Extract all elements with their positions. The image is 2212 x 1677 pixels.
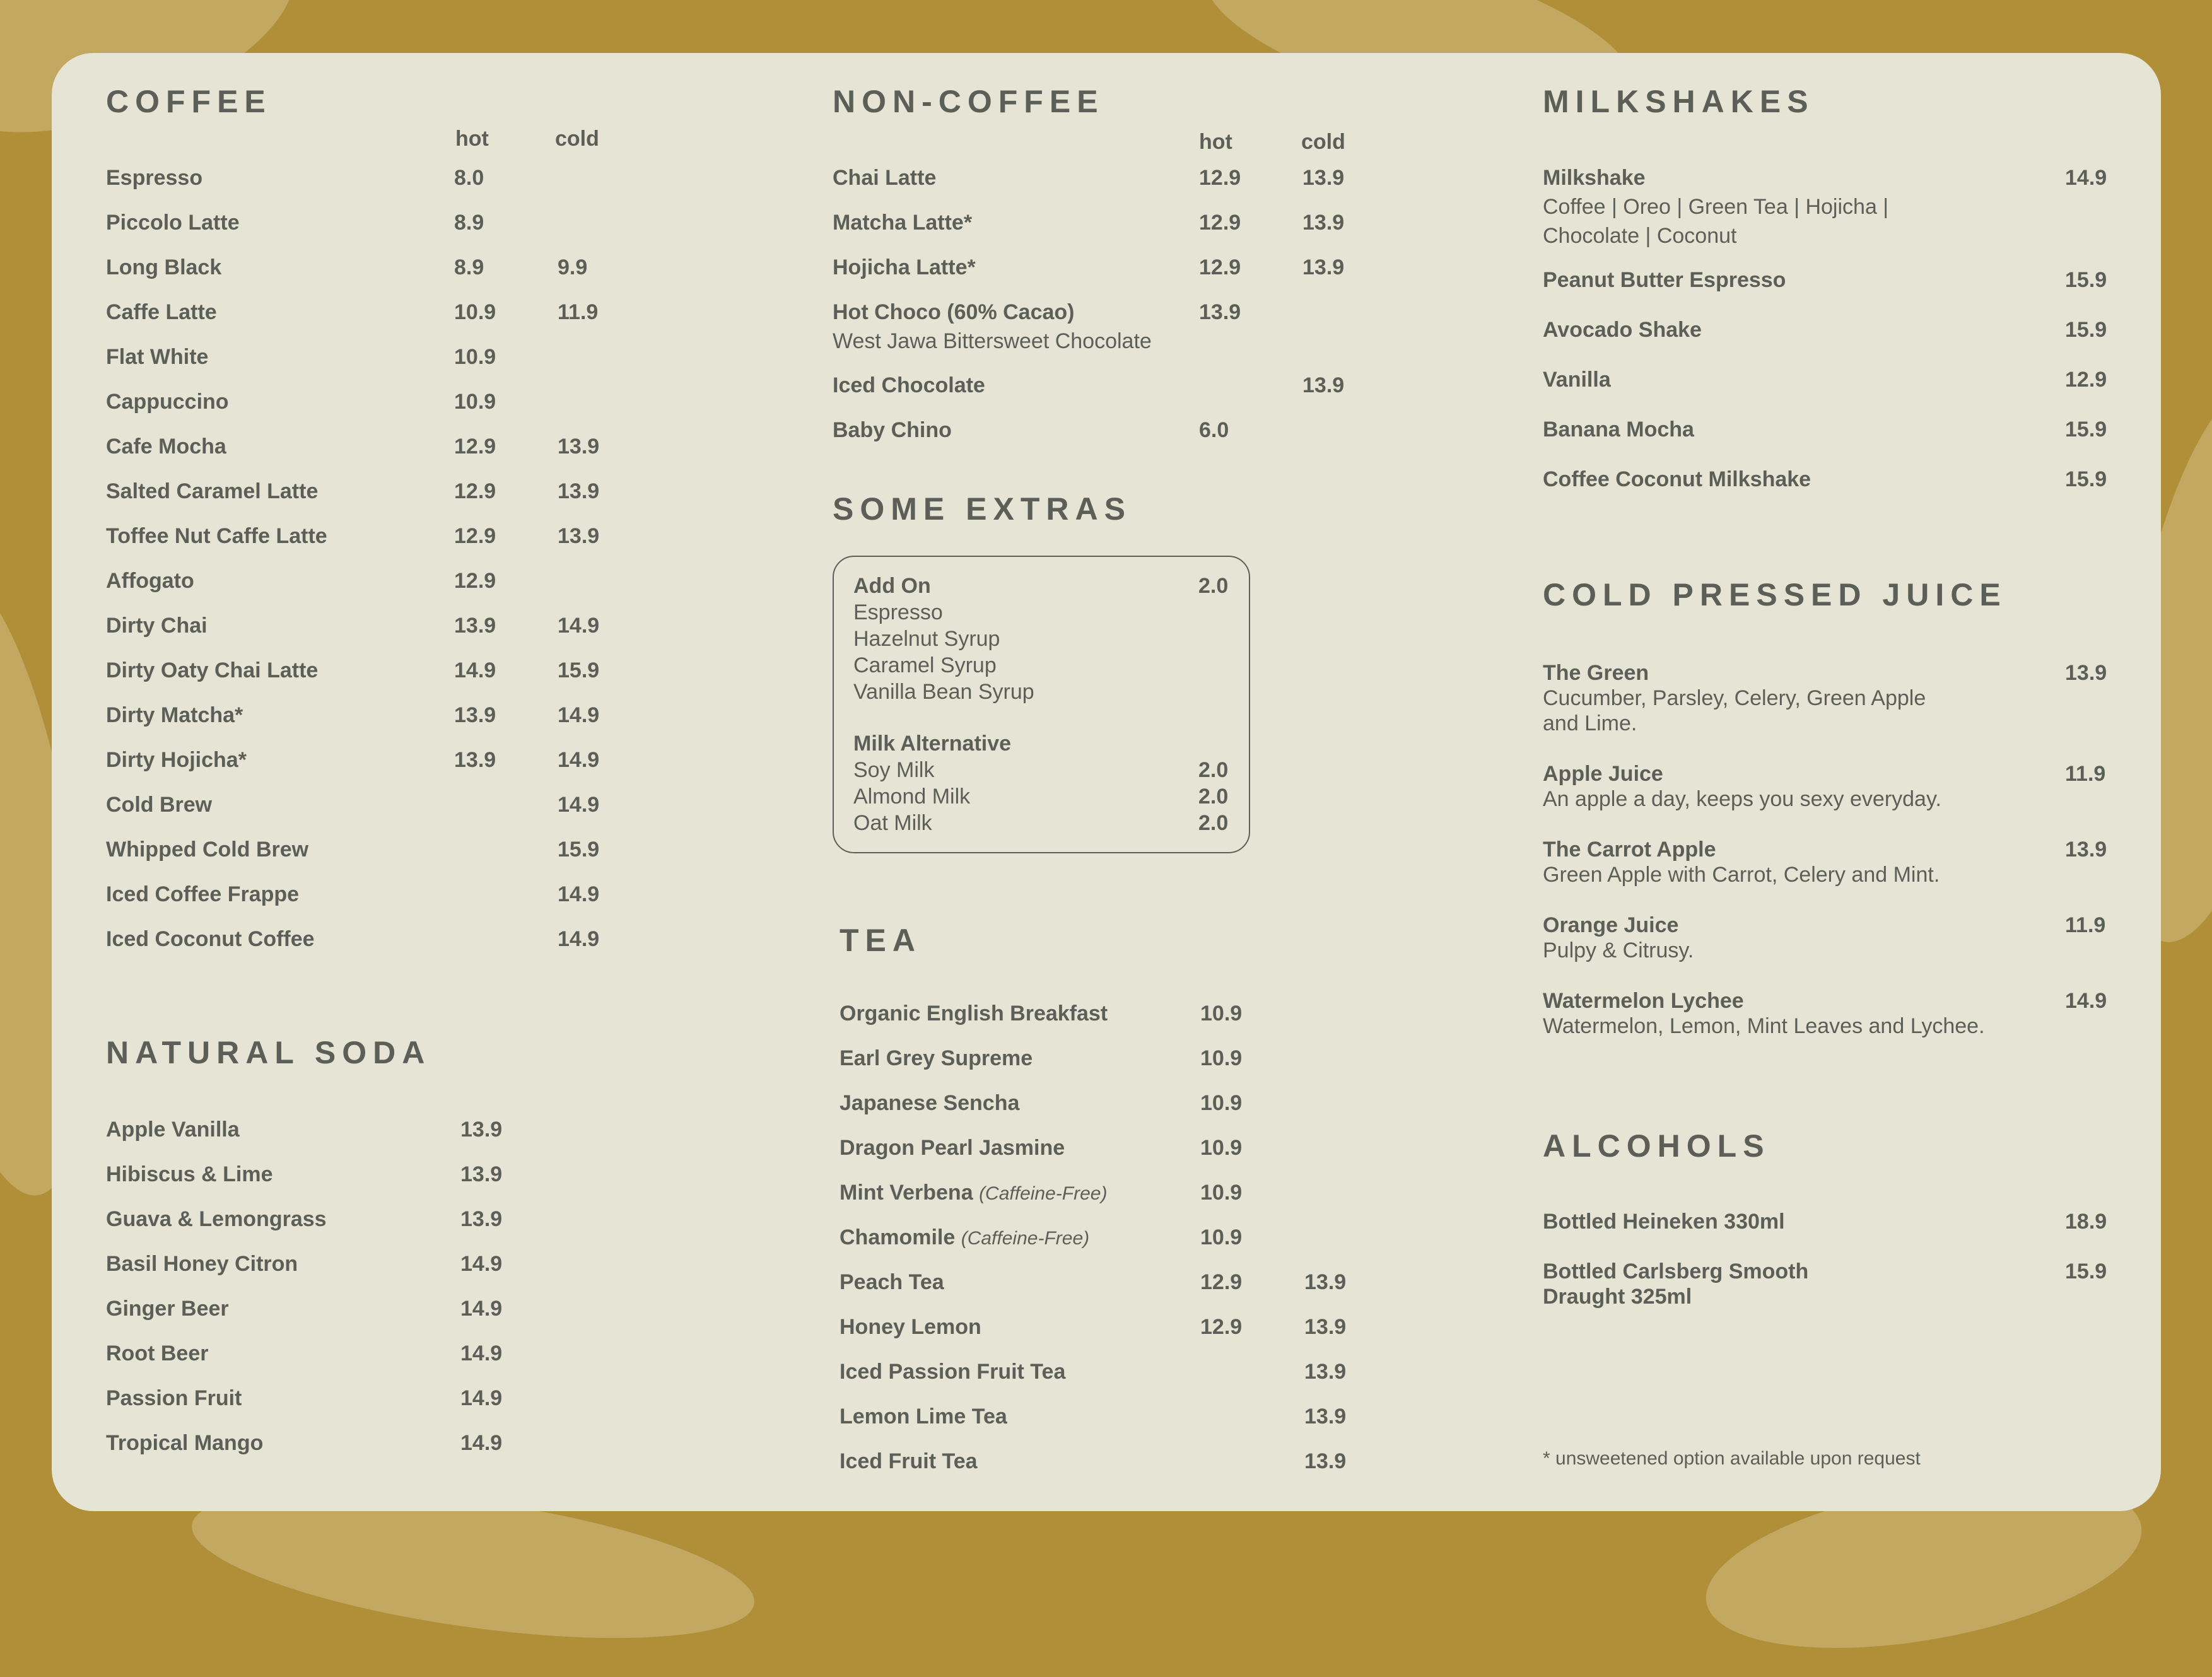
coffee-item-name: Long Black (106, 255, 222, 279)
tea-item (840, 1449, 978, 1474)
tea-item-name: Peach Tea (840, 1270, 944, 1294)
milkshake-item-name: Coffee Coconut Milkshake (1543, 467, 1811, 491)
alcohol-item-name: Bottled Carlsberg Smooth (1543, 1259, 1809, 1283)
non-coffee-item-cold-price: 13.9 (1302, 255, 1345, 279)
coffee-item-hot-price: 12.9 (454, 524, 496, 548)
coffee-item-cold-price: 13.9 (558, 524, 600, 548)
non-coffee-item-hot-price: 12.9 (1199, 211, 1241, 235)
milkshake-item-name: Banana Mocha (1543, 418, 1694, 441)
coffee-item-hot-price: 12.9 (454, 479, 496, 503)
coffee-item-cold-price: 14.9 (558, 614, 600, 638)
coffee-item-hot-price: 13.9 (454, 614, 496, 638)
soda-item-name: Guava & Lemongrass (106, 1207, 327, 1231)
coffee-item-cold-price: 14.9 (558, 748, 600, 772)
soda-item-price: 13.9 (460, 1118, 503, 1142)
milkshake-item-price: 12.9 (2065, 368, 2107, 392)
coffee-item-hot-price: 10.9 (454, 390, 496, 414)
alcohol-item-name-line2: Draught 325ml (1543, 1285, 1692, 1309)
tea-item (840, 1315, 981, 1340)
coffee-item-hot-price: 13.9 (454, 748, 496, 772)
juice-item-name: The Green (1543, 661, 1649, 685)
milkshake-item-price: 15.9 (2065, 268, 2107, 292)
juice-item-desc: Green Apple with Carrot, Celery and Mint. (1543, 863, 1940, 887)
soda-item-price: 14.9 (460, 1297, 503, 1321)
non-coffee-item-name: Hot Choco (60% Cacao) (833, 300, 1075, 324)
tea-item-name: Dragon Pearl Jasmine (840, 1136, 1065, 1160)
juice-item-desc: Pulpy & Citrusy. (1543, 938, 1694, 962)
tea-item-name: Honey Lemon (840, 1315, 981, 1339)
coffee-item-cold-price: 14.9 (558, 882, 600, 906)
tea-item-cold-price: 13.9 (1304, 1405, 1347, 1429)
coffee-item-name: Espresso (106, 166, 203, 190)
coffee-item-hot-price: 8.0 (454, 166, 484, 190)
coffee-item-hot-price: 10.9 (454, 300, 496, 324)
tea-item-name: Iced Fruit Tea (840, 1449, 978, 1473)
tea-item-hot-price: 12.9 (1200, 1270, 1243, 1294)
tea-item-name: Chamomile (840, 1225, 956, 1249)
soda-item-price: 14.9 (460, 1386, 503, 1410)
tea-item (840, 1091, 1019, 1116)
coffee-item-cold-price: 14.9 (558, 703, 600, 727)
juice-heading: COLD PRESSED JUICE (1543, 577, 2007, 612)
coffee-item-hot-price: 8.9 (454, 211, 484, 235)
non-coffee-item-hot-price: 12.9 (1199, 166, 1241, 190)
soda-item-name: Root Beer (106, 1341, 209, 1365)
coffee-item-cold-price: 13.9 (558, 479, 600, 503)
coffee-item-name: Iced Coffee Frappe (106, 882, 300, 906)
coffee-item-cold-price: 14.9 (558, 927, 600, 951)
footnote: * unsweetened option available upon request (1543, 1448, 1921, 1469)
non-coffee-item-desc: West Jawa Bittersweet Chocolate (833, 329, 1152, 353)
soda-item-name: Apple Vanilla (106, 1118, 240, 1142)
non-coffee-item-hot-price: 13.9 (1199, 300, 1241, 324)
coffee-item-name: Piccolo Latte (106, 211, 240, 235)
soda-item-price: 14.9 (460, 1341, 503, 1365)
milkshake-item-price: 14.9 (2065, 166, 2107, 190)
coffee-hot-label: hot (455, 127, 489, 151)
tea-item-name: Japanese Sencha (840, 1091, 1020, 1115)
coffee-item-cold-price: 9.9 (558, 255, 588, 279)
tea-item (840, 1360, 1065, 1384)
milkshake-item-price: 15.9 (2065, 467, 2107, 491)
coffee-item-name: Dirty Matcha* (106, 703, 243, 727)
juice-item-price: 13.9 (2065, 838, 2107, 862)
juice-item-price: 11.9 (2065, 913, 2106, 937)
non-coffee-item-name: Hojicha Latte* (833, 255, 976, 279)
tea-item-hot-price: 10.9 (1200, 1002, 1243, 1025)
coffee-item-name: Affogato (106, 569, 194, 593)
juice-item-name: Orange Juice (1543, 913, 1679, 937)
coffee-item-hot-price: 13.9 (454, 703, 496, 727)
coffee-heading: COFFEE (106, 84, 272, 119)
coffee-item-name: Cafe Mocha (106, 435, 226, 459)
add-on-item: Vanilla Bean Syrup (853, 680, 1034, 704)
extras-heading: SOME EXTRAS (833, 491, 1132, 527)
juice-item-price: 11.9 (2065, 762, 2106, 786)
non-coffee-heading: NON-COFFEE (833, 84, 1104, 119)
milkshake-item-name: Vanilla (1543, 368, 1611, 392)
milkshake-item-name: Milkshake (1543, 166, 1646, 190)
tea-item-hot-price: 10.9 (1200, 1225, 1243, 1249)
tea-item-name: Mint Verbena (840, 1181, 973, 1205)
soda-item-name: Hibiscus & Lime (106, 1162, 273, 1186)
milkshake-item-price: 15.9 (2065, 318, 2107, 342)
tea-item-hot-price: 10.9 (1200, 1046, 1243, 1070)
coffee-item-cold-price: 14.9 (558, 793, 600, 817)
tea-item (840, 1181, 1107, 1205)
tea-item-note: (Caffeine-Free) (961, 1228, 1090, 1249)
coffee-item-name: Dirty Hojicha* (106, 748, 247, 772)
soda-item-name: Basil Honey Citron (106, 1252, 298, 1276)
soda-item-name: Passion Fruit (106, 1386, 242, 1410)
tea-item-name: Iced Passion Fruit Tea (840, 1360, 1066, 1384)
alcohol-item-name: Bottled Heineken 330ml (1543, 1210, 1785, 1234)
tea-item-hot-price: 12.9 (1200, 1315, 1243, 1339)
non-coffee-item-name: Baby Chino (833, 418, 952, 442)
milkshake-item-price: 15.9 (2065, 418, 2107, 441)
soda-item-price: 14.9 (460, 1431, 503, 1455)
tea-item-name: Earl Grey Supreme (840, 1046, 1033, 1070)
tea-item-hot-price: 10.9 (1200, 1091, 1243, 1115)
tea-item (840, 1002, 1108, 1026)
tea-item (840, 1405, 1007, 1429)
coffee-item-name: Iced Coconut Coffee (106, 927, 315, 951)
coffee-item-hot-price: 12.9 (454, 569, 496, 593)
coffee-item-name: Whipped Cold Brew (106, 838, 309, 862)
add-on-price: 2.0 (1198, 574, 1229, 598)
juice-item-desc: An apple a day, keeps you sexy everyday. (1543, 787, 1941, 811)
non-coffee-hot-label: hot (1199, 130, 1232, 154)
tea-item-hot-price: 10.9 (1200, 1181, 1243, 1205)
tea-item-hot-price: 10.9 (1200, 1136, 1243, 1160)
coffee-item-name: Toffee Nut Caffe Latte (106, 524, 327, 548)
milkshake-item-name: Avocado Shake (1543, 318, 1702, 342)
juice-item-name: The Carrot Apple (1543, 838, 1716, 862)
non-coffee-item-name: Chai Latte (833, 166, 937, 190)
non-coffee-item-name: Matcha Latte* (833, 211, 973, 235)
milkshake-item-name: Peanut Butter Espresso (1543, 268, 1786, 292)
coffee-item-name: Flat White (106, 345, 209, 369)
milk-item-name: Almond Milk (853, 785, 971, 809)
tea-item (840, 1046, 1033, 1071)
juice-item-price: 14.9 (2065, 989, 2107, 1013)
natural-soda-heading: NATURAL SODA (106, 1035, 431, 1070)
coffee-item-cold-price: 15.9 (558, 838, 600, 862)
juice-item-name: Watermelon Lychee (1543, 989, 1744, 1013)
add-on-item: Espresso (853, 600, 943, 624)
milk-item-name: Soy Milk (853, 758, 935, 782)
non-coffee-item-name: Iced Chocolate (833, 373, 985, 397)
soda-item-price: 13.9 (460, 1162, 503, 1186)
tea-item (840, 1136, 1065, 1160)
milk-item-price: 2.0 (1198, 785, 1229, 809)
tea-item-cold-price: 13.9 (1304, 1449, 1347, 1473)
milk-alternative-label: Milk Alternative (853, 732, 1012, 756)
coffee-cold-label: cold (555, 127, 599, 151)
tea-item-note: (Caffeine-Free) (979, 1183, 1108, 1204)
coffee-item-name: Caffe Latte (106, 300, 217, 324)
coffee-item-name: Dirty Oaty Chai Latte (106, 658, 319, 682)
milk-item-price: 2.0 (1198, 811, 1229, 835)
coffee-item-cold-price: 11.9 (558, 300, 599, 324)
add-on-item: Caramel Syrup (853, 653, 997, 677)
tea-item-cold-price: 13.9 (1304, 1270, 1347, 1294)
juice-item-desc: and Lime. (1543, 711, 1637, 735)
milk-item-name: Oat Milk (853, 811, 932, 835)
soda-item-name: Tropical Mango (106, 1431, 264, 1455)
tea-item-cold-price: 13.9 (1304, 1315, 1347, 1339)
coffee-item-name: Salted Caramel Latte (106, 479, 319, 503)
coffee-item-name: Cappuccino (106, 390, 229, 414)
soda-item-price: 13.9 (460, 1207, 503, 1231)
soda-item-name: Ginger Beer (106, 1297, 229, 1321)
coffee-item-hot-price: 10.9 (454, 345, 496, 369)
milkshakes-heading: MILKSHAKES (1543, 84, 1815, 119)
tea-item (840, 1270, 944, 1295)
alcohol-item-price: 15.9 (2065, 1259, 2107, 1283)
milkshake-item-desc: Coffee | Oreo | Green Tea | Hojicha | (1543, 195, 1889, 219)
add-on-item: Hazelnut Syrup (853, 627, 1000, 651)
coffee-item-hot-price: 8.9 (454, 255, 484, 279)
juice-item-name: Apple Juice (1543, 762, 1663, 786)
milk-item-price: 2.0 (1198, 758, 1229, 782)
juice-item-desc: Watermelon, Lemon, Mint Leaves and Lychee. (1543, 1014, 1985, 1038)
non-coffee-item-hot-price: 6.0 (1199, 418, 1229, 442)
coffee-item-cold-price: 13.9 (558, 435, 600, 459)
non-coffee-item-cold-price: 13.9 (1302, 373, 1345, 397)
non-coffee-item-cold-price: 13.9 (1302, 166, 1345, 190)
tea-heading: TEA (840, 923, 922, 958)
tea-item-name: Lemon Lime Tea (840, 1405, 1007, 1429)
add-on-label: Add On (853, 574, 931, 598)
milkshake-item-desc: Chocolate | Coconut (1543, 224, 1737, 248)
juice-item-desc: Cucumber, Parsley, Celery, Green Apple (1543, 686, 1926, 710)
alcohols-heading: ALCOHOLS (1543, 1128, 1770, 1164)
coffee-item-name: Cold Brew (106, 793, 213, 817)
non-coffee-item-cold-price: 13.9 (1302, 211, 1345, 235)
alcohol-item-price: 18.9 (2065, 1210, 2107, 1234)
non-coffee-item-hot-price: 12.9 (1199, 255, 1241, 279)
coffee-item-hot-price: 14.9 (454, 658, 496, 682)
tea-item (840, 1225, 1089, 1250)
coffee-item-cold-price: 15.9 (558, 658, 600, 682)
tea-item-cold-price: 13.9 (1304, 1360, 1347, 1384)
tea-item-name: Organic English Breakfast (840, 1002, 1108, 1025)
juice-item-price: 13.9 (2065, 661, 2107, 685)
soda-item-price: 14.9 (460, 1252, 503, 1276)
coffee-item-hot-price: 12.9 (454, 435, 496, 459)
coffee-item-name: Dirty Chai (106, 614, 208, 638)
non-coffee-cold-label: cold (1301, 130, 1345, 154)
